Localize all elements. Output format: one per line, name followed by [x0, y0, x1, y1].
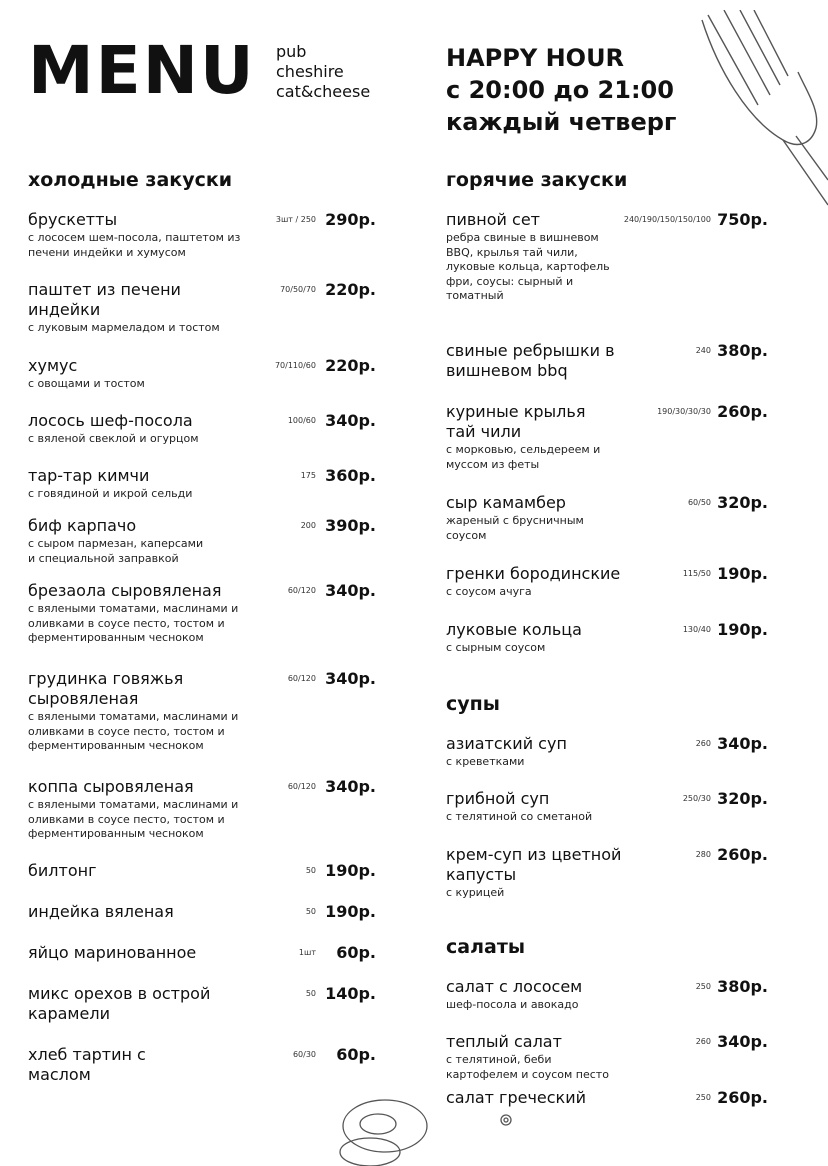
section-title: горячие закуски: [446, 169, 628, 191]
item-description: с лососем шем-посола, паштетом из: [28, 231, 241, 244]
item-weight: 190/30/30/30: [657, 407, 711, 416]
item-weight: 200: [300, 521, 316, 530]
item-name: грибной суп: [446, 789, 550, 808]
item-price: 360р.: [325, 466, 376, 485]
item-name: индейки: [28, 300, 101, 319]
item-price: 190р.: [717, 564, 768, 583]
item-weight: 130/40: [682, 625, 711, 634]
item-price: 190р.: [325, 861, 376, 880]
item-description: с вялеными томатами, маслинами и: [28, 710, 239, 723]
item-description: печени индейки и хумусом: [28, 245, 186, 259]
item-description: картофелем и соусом песто: [446, 1067, 609, 1081]
item-name: яйцо маринованное: [28, 943, 197, 962]
item-name: билтонг: [28, 861, 97, 880]
item-price: 380р.: [717, 977, 768, 996]
item-description: с морковью, сельдереем и: [446, 443, 601, 456]
tagline-line: cheshire: [276, 62, 344, 81]
menu-logo: MENU: [28, 32, 256, 109]
item-description: оливками в соусе песто, тостом и: [28, 812, 225, 826]
item-price: 340р.: [325, 777, 376, 796]
item-description: и специальной заправкой: [28, 551, 179, 565]
item-weight: 240: [695, 346, 711, 355]
item-description: с вялеными томатами, маслинами и: [28, 798, 239, 811]
item-name: салат греческий: [446, 1088, 586, 1107]
item-name: индейка вяленая: [28, 902, 174, 921]
happy-hour-time: с 20:00 до 21:00: [446, 76, 674, 104]
item-name: хумус: [28, 356, 78, 375]
item-weight: 50: [305, 989, 316, 998]
item-price: 340р.: [325, 669, 376, 688]
item-description: фри, соусы: сырный и: [446, 274, 574, 288]
tagline-line: pub: [276, 42, 307, 61]
item-name: коппа сыровяленая: [28, 777, 194, 796]
item-price: 290р.: [325, 210, 376, 229]
item-name: брускетты: [28, 210, 118, 229]
item-weight: 70/110/60: [274, 361, 316, 370]
item-weight: 60/50: [687, 498, 711, 507]
item-description: с вяленой свеклой и огурцом: [28, 432, 199, 445]
item-description: с курицей: [446, 886, 505, 899]
item-weight: 50: [305, 866, 316, 875]
item-name: тар-тар кимчи: [28, 466, 150, 485]
item-name: паштет из печени: [28, 280, 181, 299]
happy-hour-title: HAPPY HOUR: [446, 44, 625, 72]
item-price: 340р.: [325, 411, 376, 430]
item-description: шеф-посола и авокадо: [446, 998, 579, 1011]
item-description: с вялеными томатами, маслинами и: [28, 602, 239, 615]
item-description: с телятиной со сметаной: [446, 810, 593, 823]
item-name: сыр камамбер: [446, 493, 566, 512]
item-description: томатный: [446, 289, 504, 302]
item-name: свиные ребрышки в: [446, 341, 615, 360]
item-weight: 260: [695, 739, 711, 748]
item-name: тай чили: [446, 422, 522, 441]
item-weight: 250: [695, 982, 711, 991]
item-description: оливками в соусе песто, тостом и: [28, 724, 225, 738]
item-name: грудинка говяжья: [28, 669, 184, 688]
item-description: ребра свиные в вишневом: [446, 231, 599, 244]
item-description: ферментированным чесноком: [28, 739, 204, 752]
item-weight: 115/50: [682, 569, 711, 578]
item-price: 260р.: [717, 402, 768, 421]
item-weight: 70/50/70: [280, 285, 316, 294]
item-description: луковые кольца, картофель: [446, 260, 610, 273]
item-price: 390р.: [325, 516, 376, 535]
item-name: хлеб тартин с: [28, 1045, 146, 1064]
item-weight: 60/120: [287, 674, 316, 683]
pub-tagline: [276, 42, 370, 102]
item-weight: 240/190/150/150/100: [623, 215, 711, 224]
item-description: с овощами и тостом: [28, 377, 145, 390]
item-description: с луковым мармеладом и тостом: [28, 321, 220, 334]
item-description: жареный с брусничным: [446, 514, 584, 527]
item-name: брезаола сыровяленая: [28, 581, 222, 600]
item-name: биф карпачо: [28, 516, 137, 535]
item-description: с креветками: [446, 755, 525, 768]
item-description: BBQ, крылья тай чили,: [446, 245, 578, 259]
item-description: оливками в соусе песто, тостом и: [28, 616, 225, 630]
item-name: луковые кольца: [446, 620, 582, 639]
item-price: 320р.: [717, 789, 768, 808]
item-weight: 60/120: [287, 586, 316, 595]
item-price: 260р.: [717, 1088, 768, 1107]
section-cold-appetizers: холодные закуски: [28, 169, 233, 191]
section-title: салаты: [446, 936, 526, 958]
item-price: 60р.: [336, 1045, 376, 1064]
tagline-line: cat&cheese: [276, 82, 371, 101]
item-price: 260р.: [717, 845, 768, 864]
item-name: лосось шеф-посола: [28, 411, 193, 430]
item-price: 190р.: [717, 620, 768, 639]
happy-hour-day: каждый четверг: [446, 108, 677, 136]
item-weight: 260: [695, 1037, 711, 1046]
item-price: 340р.: [325, 581, 376, 600]
item-weight: 280: [695, 850, 711, 859]
item-description: ферментированным чесноком: [28, 631, 204, 644]
item-price: 320р.: [717, 493, 768, 512]
item-price: 190р.: [325, 902, 376, 921]
item-name: карамели: [28, 1004, 110, 1023]
item-name: теплый салат: [446, 1032, 562, 1051]
item-description: муссом из феты: [446, 457, 540, 471]
item-weight: 100/60: [287, 416, 316, 425]
item-name: сыровяленая: [28, 689, 139, 708]
item-price: 750р.: [717, 210, 768, 229]
item-weight: 175: [300, 471, 316, 480]
item-weight: 250/30: [682, 794, 711, 803]
item-weight: 1шт: [298, 948, 316, 957]
item-name: капусты: [446, 865, 517, 884]
item-description: с соусом ачуга: [446, 585, 532, 598]
happy-hour-block: [446, 42, 676, 138]
item-price: 340р.: [717, 734, 768, 753]
item-description: с телятиной, беби: [446, 1053, 552, 1066]
item-description: соусом: [446, 528, 487, 542]
item-price: 220р.: [325, 280, 376, 299]
item-name: куриные крылья: [446, 402, 586, 421]
item-weight: 250: [695, 1093, 711, 1102]
item-description: ферментированным чесноком: [28, 827, 204, 840]
item-name: маслом: [28, 1065, 91, 1084]
item-name: гренки бородинские: [446, 564, 621, 583]
item-name: салат с лососем: [446, 977, 583, 996]
item-description: с говядиной и икрой сельди: [28, 487, 193, 500]
item-name: крем-суп из цветной: [446, 845, 622, 864]
item-name: микс орехов в острой: [28, 984, 211, 1003]
item-price: 380р.: [717, 341, 768, 360]
fork-icon: [688, 10, 828, 210]
item-price: 340р.: [717, 1032, 768, 1051]
item-price: 220р.: [325, 356, 376, 375]
item-name: вишневом bbq: [446, 361, 568, 380]
section-title: супы: [446, 693, 500, 715]
item-weight: 3шт / 250: [275, 215, 316, 224]
item-price: 140р.: [325, 984, 376, 1003]
item-description: с сырным соусом: [446, 641, 546, 654]
item-weight: 50: [305, 907, 316, 916]
item-name: пивной сет: [446, 210, 540, 229]
item-name: азиатский суп: [446, 734, 567, 753]
item-weight: 60/120: [287, 782, 316, 791]
item-description: с сыром пармезан, каперсами: [28, 537, 204, 550]
item-weight: 60/30: [292, 1050, 316, 1059]
item-price: 60р.: [336, 943, 376, 962]
